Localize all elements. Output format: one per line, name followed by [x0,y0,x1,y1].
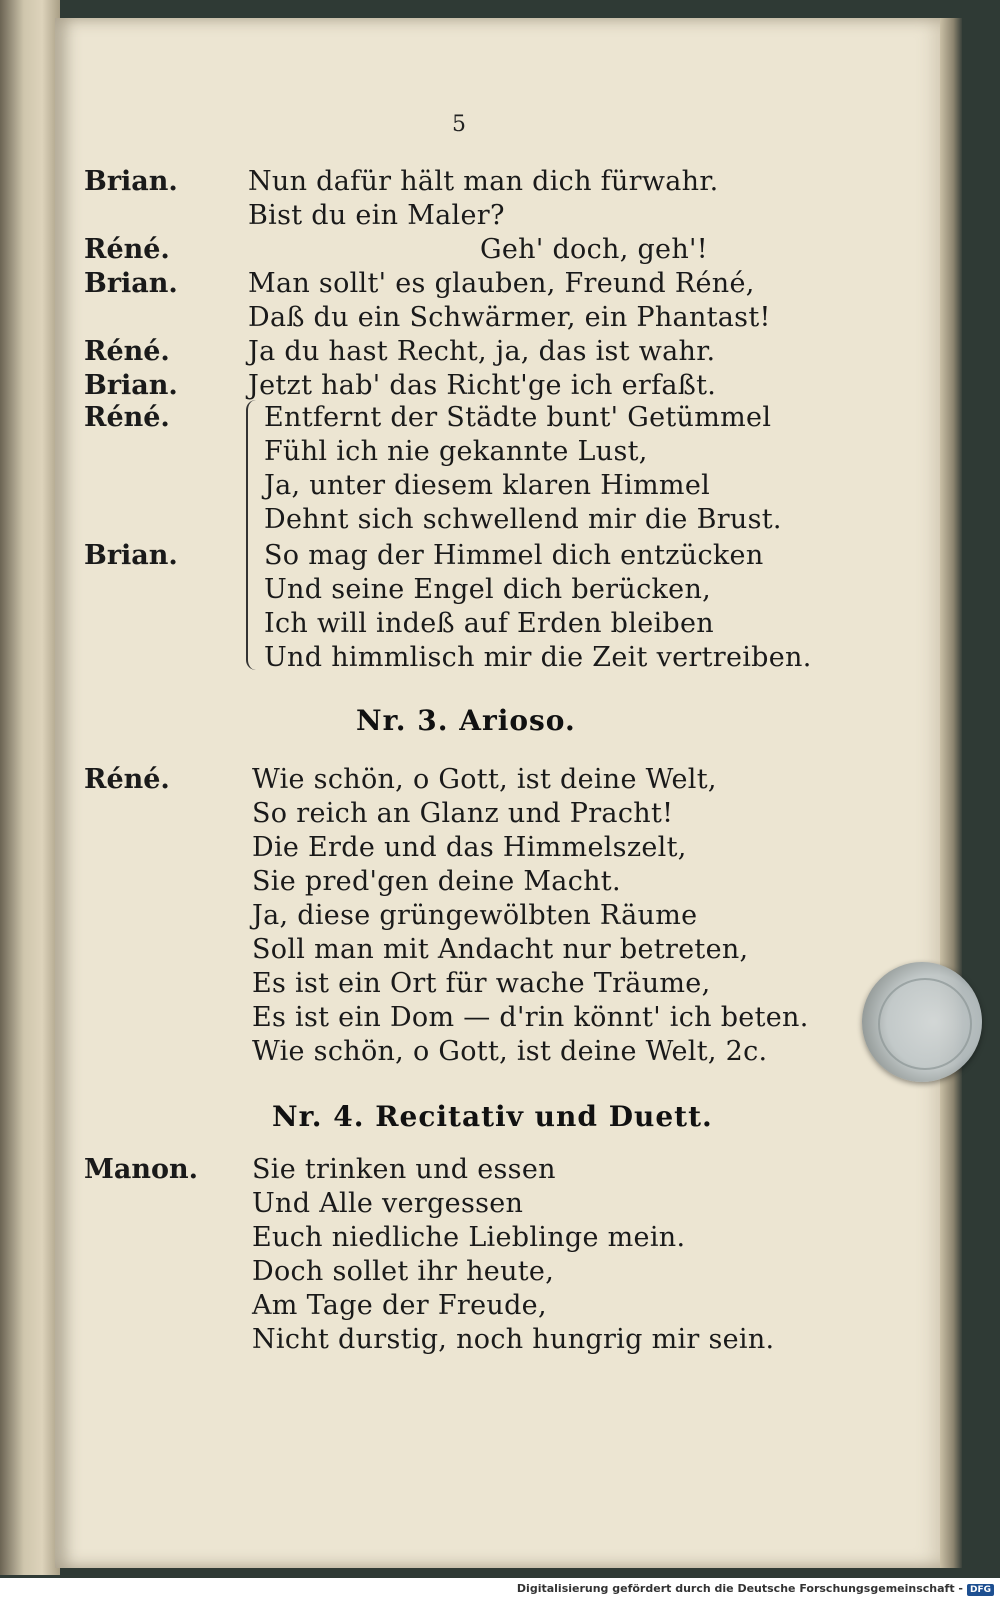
verse-line: Soll man mit Andacht nur betreten, [252,934,749,965]
verse-line: So reich an Glanz und Pracht! [252,798,674,829]
section-heading: Nr. 4. Recitativ und Duett. [272,1100,713,1133]
verse-line: Es ist ein Ort für wache Träume, [252,968,711,999]
speaker-label: Brian. [84,166,178,197]
verse-line: Geh' doch, geh'! [480,234,708,265]
dfg-logo: DFG [967,1584,994,1596]
show-through [770,170,778,198]
page-number: 5 [452,112,466,137]
verse-line: Jetzt hab' das Richt'ge ich erfaßt. [248,370,717,401]
speaker-label: Réné. [84,402,170,433]
verse-line: Und seine Engel dich berücken, [264,574,712,605]
verse-line: Fühl ich nie gekannte Lust, [264,436,648,467]
verse-line: Und himmlisch mir die Zeit vertreiben. [264,642,812,673]
credit-text: Digitalisierung gefördert durch die Deutsche Forschungsgemeinschaft - [516,1582,963,1595]
digitization-credit [517,1582,994,1596]
verse-line: Euch niedliche Lieblinge mein. [252,1222,686,1253]
verse-line: Ja du hast Recht, ja, das ist wahr. [248,336,716,367]
verse-line: Ich will indeß auf Erden bleiben [264,608,714,639]
page-clamp-rim [878,978,972,1070]
verse-line: Ja, diese grüngewölbten Räume [252,900,698,931]
verse-line: So mag der Himmel dich entzücken [264,540,764,571]
verse-line: Es ist ein Dom — d'rin könnt' ich beten. [252,1002,809,1033]
verse-line: Die Erde und das Himmelszelt, [252,832,687,863]
verse-line: Entfernt der Städte bunt' Getümmel [264,402,772,433]
verse-line: Nicht durstig, noch hungrig mir sein. [252,1324,775,1355]
speaker-label: Manon. [84,1154,199,1185]
verse-line: Wie schön, o Gott, ist deine Welt, 2c. [252,1036,768,1067]
speaker-label: Brian. [84,370,178,401]
facing-page-edge [0,0,60,1575]
speaker-label: Brian. [84,540,178,571]
speaker-label: Réné. [84,336,170,367]
section-heading: Nr. 3. Arioso. [356,704,576,737]
verse-line: Dehnt sich schwellend mir die Brust. [264,504,782,535]
verse-line: Ja, unter diesem klaren Himmel [264,470,711,501]
verse-line: Bist du ein Maler? [248,200,505,231]
verse-line: Wie schön, o Gott, ist deine Welt, [252,764,717,795]
verse-line: Nun dafür hält man dich fürwahr. [248,166,719,197]
speaker-label: Brian. [84,268,178,299]
verse-line: Sie trinken und essen [252,1154,556,1185]
verse-line: Doch sollet ihr heute, [252,1256,555,1287]
verse-line: Sie pred'gen deine Macht. [252,866,621,897]
verse-line: Am Tage der Freude, [252,1290,547,1321]
speaker-label: Réné. [84,234,170,265]
verse-line: Und Alle vergessen [252,1188,524,1219]
verse-line: Daß du ein Schwärmer, ein Phantast! [248,302,771,333]
duet-bracket [246,400,262,670]
speaker-label: Réné. [84,764,170,795]
page-edge-shadow [940,18,962,1568]
verse-line: Man sollt' es glauben, Freund Réné, [248,268,755,299]
